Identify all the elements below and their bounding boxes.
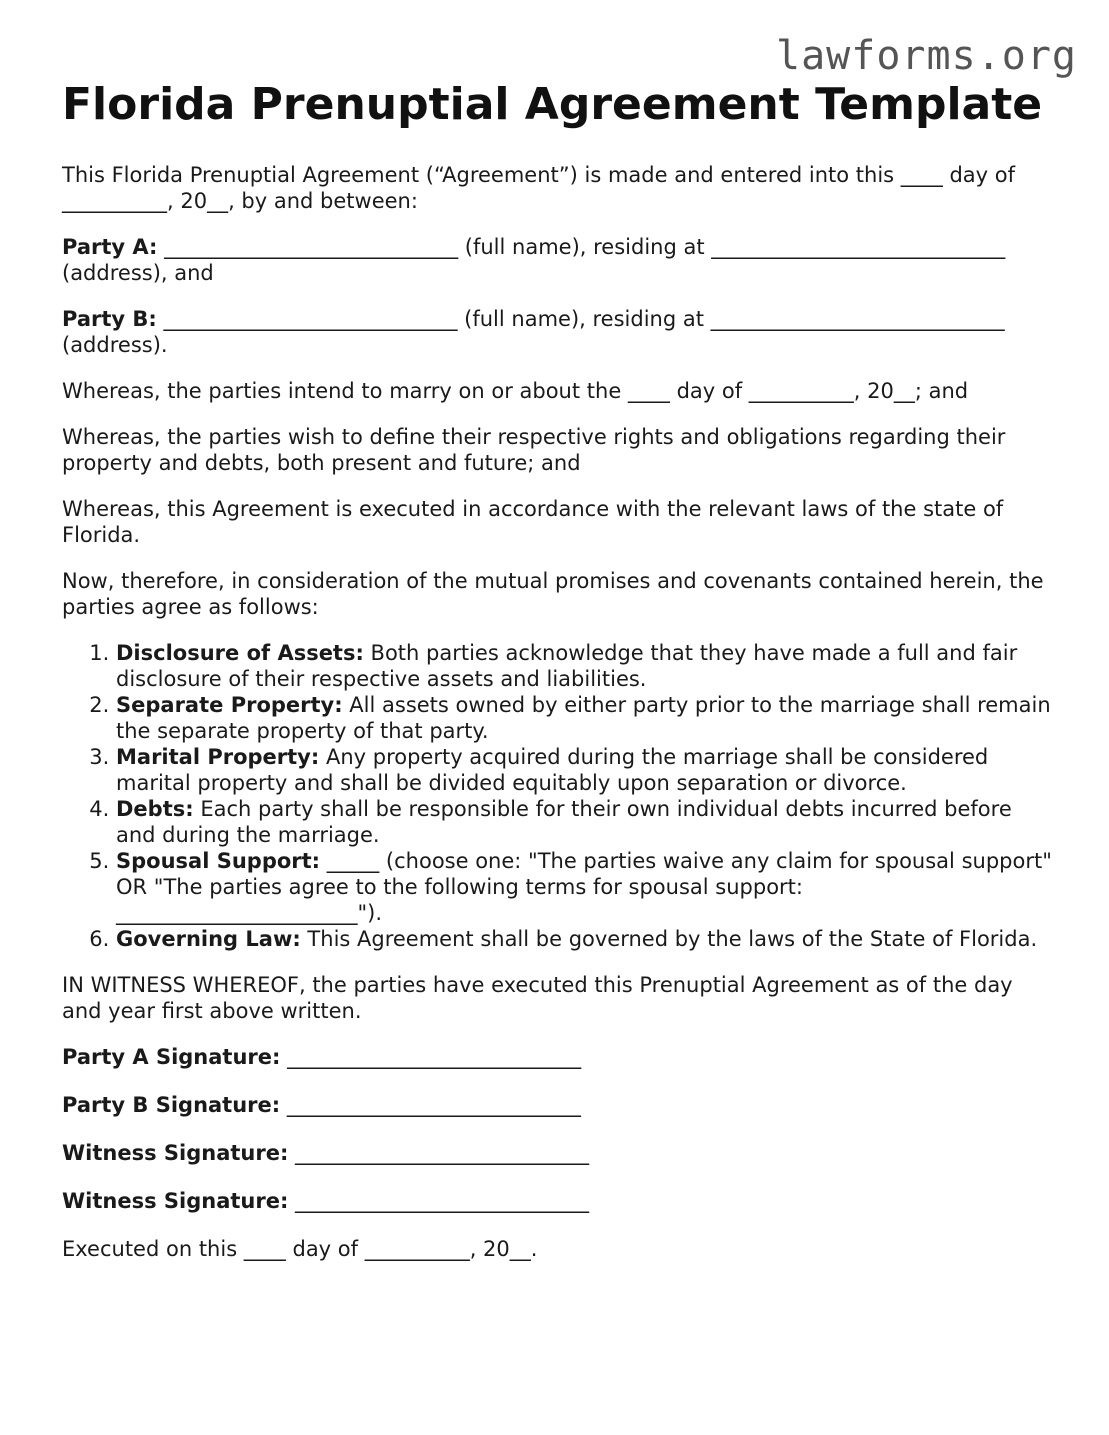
signature-label: Party B Signature: bbox=[62, 1093, 281, 1117]
intro-paragraph: This Florida Prenuptial Agreement (“Agreement”) is made and entered into this ____ day of __________, 20__, by and between: bbox=[62, 163, 1015, 213]
term-label: Disclosure of Assets: bbox=[116, 641, 364, 665]
signature-blank: ____________________________ bbox=[280, 1093, 581, 1117]
term-label: Spousal Support: bbox=[116, 849, 321, 873]
term-item bbox=[116, 640, 1052, 692]
term-text: Each party shall be responsible for their own individual debts incurred before and during the marriage. bbox=[116, 797, 1012, 847]
term-label: Marital Property: bbox=[116, 745, 320, 769]
signature-label: Witness Signature: bbox=[62, 1189, 289, 1213]
term-text: _____ (choose one: "The parties waive any claim for spousal support" OR "The parties agree to the following terms for spousal support: _______________________"). bbox=[116, 849, 1052, 925]
party-a-label: Party A: bbox=[62, 235, 158, 259]
party-b-label: Party B: bbox=[62, 307, 157, 331]
document-title: Florida Prenuptial Agreement Template bbox=[62, 79, 1043, 130]
party-b-text: ____________________________ (full name), residing at ____________________________ (address). bbox=[62, 307, 1005, 357]
term-text: This Agreement shall be governed by the laws of the State of Florida. bbox=[300, 927, 1038, 951]
term-text: All assets owned by either party prior to the marriage shall remain the separate property of that party. bbox=[116, 693, 1051, 743]
signature-label: Witness Signature: bbox=[62, 1141, 289, 1165]
term-label: Separate Property: bbox=[116, 693, 343, 717]
party-a-text: ____________________________ (full name), residing at ____________________________ (address), and bbox=[62, 235, 1006, 285]
signature-line-party-a bbox=[62, 1044, 1052, 1070]
signature-line-witness-1 bbox=[62, 1140, 1052, 1166]
terms-list bbox=[62, 640, 1052, 952]
whereas-rights: Whereas, the parties wish to define their respective rights and obligations regarding their property and debts, both present and future; and bbox=[62, 425, 1006, 475]
signature-line-party-b bbox=[62, 1092, 1052, 1118]
now-therefore-paragraph: Now, therefore, in consideration of the mutual promises and covenants contained herein, the parties agree as follows: bbox=[62, 569, 1044, 619]
term-text: Both parties acknowledge that they have made a full and fair disclosure of their respective assets and liabilities. bbox=[116, 641, 1018, 691]
term-item bbox=[116, 692, 1052, 744]
signature-blank: ____________________________ bbox=[280, 1045, 582, 1069]
document-body bbox=[62, 78, 1052, 1282]
term-item bbox=[116, 848, 1052, 926]
signature-blank: ____________________________ bbox=[288, 1189, 590, 1213]
witness-clause: IN WITNESS WHEREOF, the parties have executed this Prenuptial Agreement as of the day and year first above written. bbox=[62, 973, 1013, 1023]
term-label: Debts: bbox=[116, 797, 194, 821]
term-text: Any property acquired during the marriage shall be considered marital property and shall be divided equitably upon separation or divorce. bbox=[116, 745, 989, 795]
term-label: Governing Law: bbox=[116, 927, 301, 951]
party-b-paragraph bbox=[62, 306, 1052, 358]
signature-blank: ____________________________ bbox=[288, 1141, 590, 1165]
executed-date-line: Executed on this ____ day of __________, 20__. bbox=[62, 1237, 538, 1261]
signature-line-witness-2 bbox=[62, 1188, 1052, 1214]
term-item bbox=[116, 796, 1052, 848]
whereas-marriage: Whereas, the parties intend to marry on or about the ____ day of __________, 20__; and bbox=[62, 379, 969, 403]
signature-label: Party A Signature: bbox=[62, 1045, 281, 1069]
brand-watermark: lawforms.org bbox=[776, 33, 1077, 79]
term-item bbox=[116, 926, 1052, 952]
whereas-laws: Whereas, this Agreement is executed in accordance with the relevant laws of the state of Florida. bbox=[62, 497, 1004, 547]
party-a-paragraph bbox=[62, 234, 1052, 286]
term-item bbox=[116, 744, 1052, 796]
